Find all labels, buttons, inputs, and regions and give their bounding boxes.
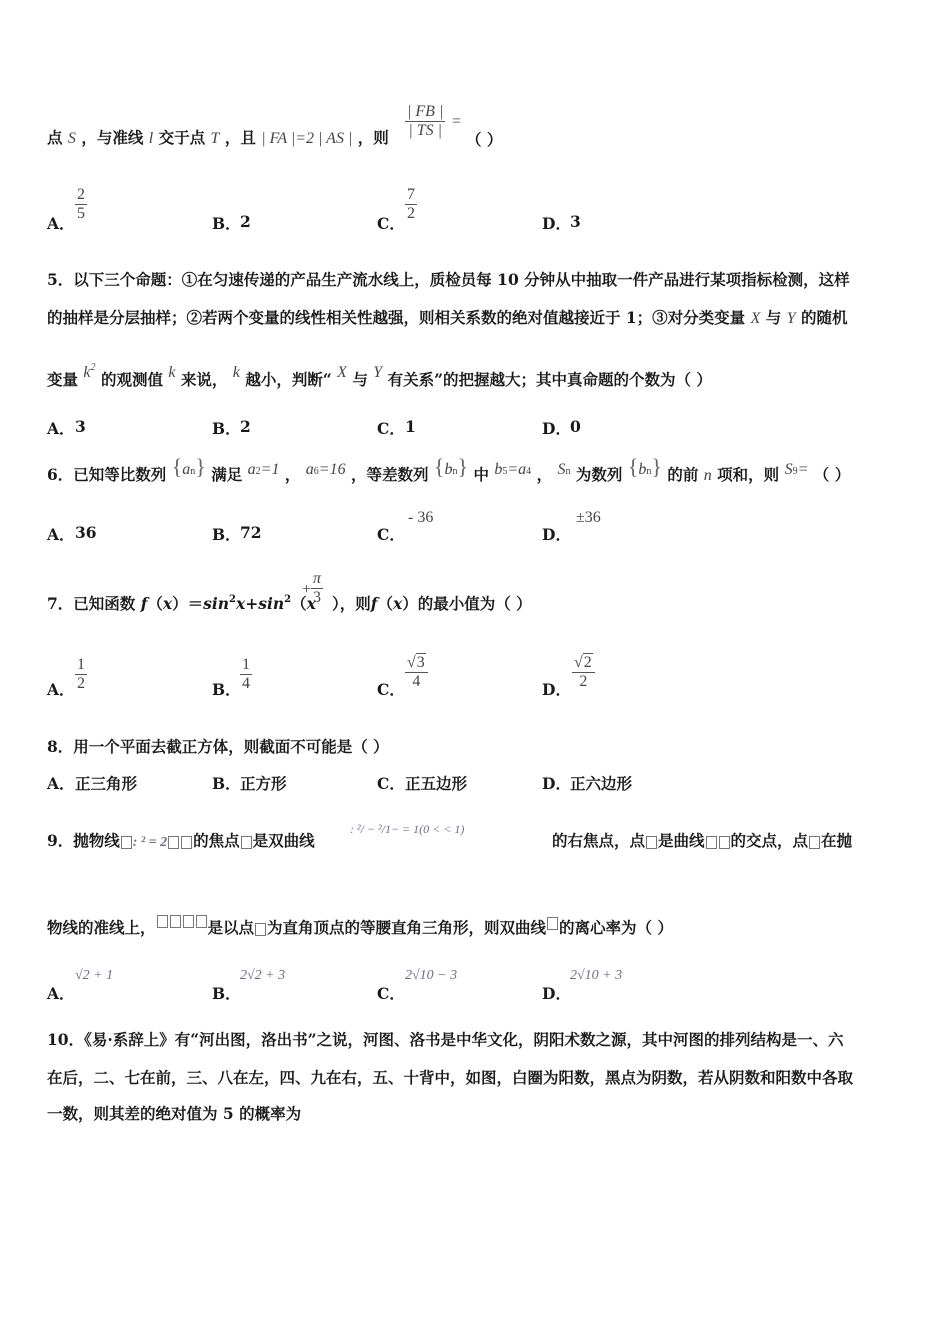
b-var: b: [638, 461, 647, 478]
q5-text: 越小，判断“: [245, 370, 332, 389]
q6-text: ，等差数列: [350, 465, 429, 484]
q6-stem: [47, 454, 851, 488]
missing-glyph-icon: [547, 917, 558, 930]
option-d-label: D．: [542, 214, 571, 233]
s-var: S: [557, 461, 566, 478]
missing-glyph-icon: [170, 915, 181, 928]
option-d-value: 0: [570, 417, 581, 436]
q4-stem: [47, 128, 389, 149]
q10-line-1: 10．《易·系辞上》有“河出图，洛出书”之说，河图、洛书是中华文化，阴阳术数之源，其中河图的排列结构是一、六: [47, 1030, 844, 1049]
q6-text: 项和，则: [717, 465, 780, 484]
fraction-denominator: 4: [242, 675, 250, 692]
fraction-denominator: 4: [412, 673, 421, 690]
q9-text: 是双曲线: [252, 831, 315, 850]
option-a-fraction: [75, 186, 87, 223]
option-c-label: C．: [377, 774, 405, 793]
option-d-value: ±36: [576, 509, 601, 526]
q9-text: 的焦点: [193, 831, 240, 850]
q7-text: （: [291, 594, 307, 613]
variable-y: Y: [373, 364, 383, 381]
q9-text: 9．抛物线: [47, 831, 120, 850]
q5-line-2: [47, 308, 848, 329]
q4-condition: | FA |=2 | AS |: [261, 130, 353, 147]
equals-sign: =: [507, 461, 519, 478]
missing-glyph-icon: [241, 836, 252, 849]
option-b-label: B．: [212, 984, 241, 1003]
radicand: 3: [416, 654, 425, 671]
option-b-label: B．: [212, 680, 241, 699]
f-var: f: [140, 594, 148, 613]
fraction-numerator: [405, 654, 428, 672]
fraction-denominator: | TS |: [408, 122, 443, 139]
q9-text: 的离心率为（ ）: [559, 918, 673, 937]
hyperbola-equation: : ²/ − ²/1− = 1(0 < < 1): [350, 822, 465, 836]
value: =1: [260, 461, 280, 478]
equals-sign: =: [797, 461, 809, 478]
q6-text: 中: [473, 465, 489, 484]
plus-sign: +: [302, 581, 312, 598]
s9-term: [785, 461, 809, 478]
option-c-label: C．: [377, 419, 405, 438]
q6-text: 的前: [667, 465, 699, 484]
q9-line-1-end: [552, 831, 852, 851]
option-c-value: - 36: [408, 509, 434, 526]
x-var: x: [162, 594, 173, 613]
q10-line-2: 在后，二、七在前，三、八在左，四、九在右，五、十背中，如图，白圈为阳数，黑点为阴数，若从阴数和阳数中各取: [47, 1068, 854, 1087]
q4-text: ，则: [357, 128, 389, 147]
variable-x: X: [337, 364, 347, 381]
option-c-label: C．: [377, 214, 405, 233]
option-c-label: C．: [377, 525, 405, 544]
missing-glyph-icon: [646, 836, 657, 849]
q5-text: 与: [352, 370, 368, 389]
value: =16: [318, 461, 346, 478]
a2-term: [248, 461, 280, 478]
fraction-numerator: π: [313, 570, 322, 587]
q7-stem-end: [332, 594, 532, 614]
b5-term: [494, 461, 531, 478]
missing-glyph-icon: [809, 836, 820, 849]
fraction-denominator: 3: [313, 589, 321, 606]
q9-line-2: [47, 918, 673, 938]
option-b-label: B．: [212, 525, 241, 544]
q6-text: ，: [284, 465, 301, 484]
option-d-label: D．: [542, 680, 571, 699]
point-t: T: [210, 130, 220, 147]
q5-text: 有关系”的把握越大；其中真命题的个数为（ ）: [387, 370, 712, 389]
radicand: 2: [583, 654, 592, 671]
point-s: S: [67, 130, 76, 147]
option-a-label: A．: [47, 419, 75, 438]
option-b-value: 2: [240, 417, 251, 436]
subscript: n: [565, 466, 571, 477]
option-c-fraction: [405, 654, 428, 691]
f-var: f: [370, 594, 378, 613]
q4-text: 交于点: [158, 128, 206, 147]
k-squared: [83, 364, 95, 381]
option-b-value: 2: [240, 212, 251, 231]
option-b-label: B．: [212, 774, 241, 793]
option-d-label: D．: [542, 984, 571, 1003]
subscript: n: [646, 466, 652, 477]
q9-text: 的右焦点，点: [552, 831, 646, 850]
option-d-label: D．: [542, 419, 571, 438]
option-d-label: D．: [542, 525, 571, 544]
sin-func: sin: [258, 594, 285, 613]
option-c-label: C．: [377, 680, 405, 699]
q7-text: 7．已知函数: [47, 594, 136, 613]
equals-sign: =: [452, 113, 462, 130]
option-c-value: 正五边形: [405, 774, 468, 793]
missing-glyph-icon: [157, 915, 168, 928]
q4-text: ，与准线: [81, 128, 144, 147]
option-a-label: A．: [47, 774, 75, 793]
q5-text: 与: [765, 308, 782, 327]
sn-term: [557, 461, 570, 478]
q6-text: 为数列: [575, 465, 623, 484]
subscript: n: [190, 466, 196, 477]
option-a-label: A．: [47, 214, 75, 233]
missing-glyph-icon: [168, 836, 179, 849]
subscript: 2: [255, 466, 261, 477]
fraction-denominator: 2: [579, 673, 588, 690]
subscript: 4: [526, 466, 532, 477]
subscript: n: [452, 466, 458, 477]
fraction-numerator: 7: [407, 186, 415, 203]
option-c-value: 1: [405, 417, 416, 436]
fraction-numerator: 1: [242, 656, 250, 673]
fraction-numerator: [572, 654, 595, 672]
q5-text: 变量: [47, 370, 79, 389]
option-b-value: 2√2 + 3: [240, 968, 286, 983]
sequence-an: {an}: [171, 454, 206, 479]
sequence-bn: {bn}: [433, 454, 469, 479]
q6-text: 6．已知等比数列: [47, 465, 167, 484]
a-var: a: [247, 461, 256, 478]
q9-line-1: [47, 831, 315, 853]
superscript: 2: [90, 362, 96, 373]
x-var: x: [306, 594, 316, 613]
parabola-equation: : ² = 2: [132, 835, 168, 850]
q8-stem: 8．用一个平面去截正方体，则截面不可能是（ ）: [47, 737, 389, 756]
k-var: k: [168, 364, 176, 381]
a-var: a: [518, 461, 527, 478]
option-d-label: D．: [542, 774, 571, 793]
pi-over-3-fraction: [311, 570, 323, 607]
q4-ratio-fraction: [405, 103, 445, 140]
q9-text: 为直角顶点的等腰直角三角形，则双曲线: [267, 918, 547, 937]
option-b-value: 正方形: [240, 774, 287, 793]
variable-y: Y: [786, 310, 796, 327]
option-d-value: 2√10 + 3: [570, 968, 623, 983]
option-b-label: B．: [212, 419, 241, 438]
option-c-value: 2√10 − 3: [405, 968, 458, 983]
q9-text: 是以点: [207, 918, 255, 937]
sequence-bn: {bn}: [627, 454, 662, 479]
b-var: b: [444, 461, 453, 478]
fraction-numerator: 2: [77, 186, 85, 203]
fraction-numerator: 1: [77, 656, 85, 673]
sqrt-symbol: √3: [407, 654, 425, 671]
a6-term: [306, 461, 346, 478]
directrix-l: l: [148, 130, 154, 147]
subscript: 6: [313, 466, 319, 477]
q7-text: （: [377, 594, 393, 613]
q7-stem: 7．已知函数 $f(x)=\sin^2x+\sin^2(x$: [47, 594, 316, 613]
s-var: S: [784, 461, 793, 478]
q7-text: ）＝: [172, 594, 204, 613]
option-d-value: 正六边形: [570, 774, 633, 793]
b-var: b: [494, 461, 503, 478]
option-a-value: 3: [75, 417, 86, 436]
missing-glyph-icon: [196, 915, 207, 928]
option-c-label: C．: [377, 984, 405, 1003]
n-var: n: [703, 467, 712, 484]
option-d-value: 3: [570, 212, 581, 231]
subscript: 5: [502, 466, 508, 477]
missing-glyph-icon: [121, 836, 132, 849]
option-b-fraction: [240, 656, 252, 693]
fraction-numerator: | FB |: [407, 103, 444, 120]
option-a-label: A．: [47, 680, 75, 699]
answer-paren: （ ）: [466, 130, 503, 149]
missing-glyph-icon: [183, 915, 194, 928]
x-var: x: [236, 594, 246, 613]
q9-text: 是曲线: [658, 831, 705, 850]
q4-text: ，且: [224, 128, 256, 147]
subscript: 9: [792, 466, 798, 477]
option-a-fraction: [75, 656, 87, 693]
a-var: a: [305, 461, 314, 478]
answer-paren: （ ）: [813, 465, 851, 484]
q5-line-3: [47, 362, 712, 393]
option-a-value: 36: [75, 523, 97, 542]
q5-line-1: 5．以下三个命题：①在匀速传递的产品生产流水线上，质检员每 10 分钟从中抽取一件产品进行某项指标检测，这样: [47, 270, 850, 289]
option-b-value: 72: [240, 523, 262, 542]
k-var: k: [232, 364, 240, 381]
k-var: k: [83, 364, 91, 381]
q9-text: 在抛: [821, 831, 853, 850]
missing-glyph-icon: [181, 836, 192, 849]
q6-text: 满足: [211, 465, 243, 484]
q7-text: ），则: [332, 594, 371, 613]
q5-text: 来说，: [180, 370, 228, 389]
q7-text: ）的最小值为（ ）: [402, 594, 532, 613]
option-a-value: 正三角形: [75, 774, 138, 793]
q5-text: 的随机: [801, 308, 848, 327]
missing-glyph-icon: [719, 836, 730, 849]
q5-text: 的观测值: [100, 370, 163, 389]
missing-glyph-icon: [255, 923, 266, 936]
q10-line-3: 一数，则其差的绝对值为 5 的概率为: [47, 1104, 302, 1123]
q6-text: ，: [536, 465, 553, 484]
q4-text: 点: [47, 128, 63, 147]
variable-x: X: [750, 310, 761, 327]
x-var: x: [392, 594, 403, 613]
option-a-label: A．: [47, 984, 75, 1003]
fraction-denominator: 2: [407, 205, 415, 222]
option-a-label: A．: [47, 525, 75, 544]
q7-text: （: [147, 594, 163, 613]
q5-text: 的抽样是分层抽样；②若两个变量的线性相关性越强，则相关系数的绝对值越接近于 1；③对分类变量: [47, 308, 746, 327]
option-a-value: √2 + 1: [75, 968, 114, 983]
fraction-denominator: 5: [77, 205, 85, 222]
option-c-fraction: [405, 186, 417, 223]
sin-func: sin: [203, 594, 230, 613]
a-var: a: [182, 461, 191, 478]
missing-glyph-icon: [706, 836, 717, 849]
sqrt-symbol: √2: [574, 654, 592, 671]
option-d-fraction: [572, 654, 595, 691]
option-b-label: B．: [212, 214, 241, 233]
q9-text: 物线的准线上，: [47, 918, 156, 937]
q9-text: 的交点，点: [730, 831, 809, 850]
fraction-denominator: 2: [77, 675, 85, 692]
